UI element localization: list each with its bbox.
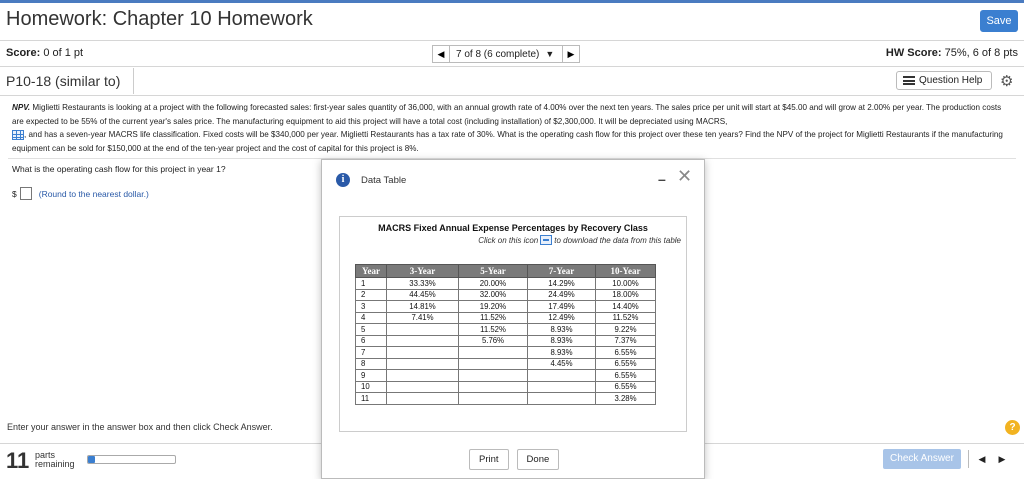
table-cell-value: 8.93%: [528, 324, 596, 336]
table-cell-value: [387, 335, 459, 347]
answer-input[interactable]: [20, 187, 32, 200]
question-select-text: 7 of 8 (6 complete): [456, 48, 540, 60]
table-cell-value: 14.81%: [387, 301, 459, 313]
table-cell-value: 14.29%: [528, 278, 596, 290]
score-value: 0 of 1 pt: [43, 47, 84, 59]
footer-previous-button[interactable]: ◀: [978, 453, 986, 464]
table-cell-value: [387, 370, 459, 382]
footer-next-button[interactable]: ▶: [998, 453, 1006, 464]
table-row: [356, 312, 656, 324]
question-pager: [432, 44, 580, 64]
table-row: [356, 335, 656, 347]
table-cell-value: [459, 358, 528, 370]
table-cell-year: 7: [356, 347, 387, 359]
parts-progress-bar: [87, 455, 176, 464]
chevron-down-icon: ▼: [545, 49, 555, 59]
instruction-text: Enter your answer in the answer box and then click Check Answer.: [7, 422, 273, 432]
problem-tag: NPV.: [12, 103, 31, 112]
table-cell-year: 8: [356, 358, 387, 370]
table-cell-value: 11.52%: [459, 312, 528, 324]
table-cell-value: 8.93%: [528, 335, 596, 347]
table-row: [356, 301, 656, 313]
table-cell-value: 7.37%: [596, 335, 656, 347]
table-cell-year: 11: [356, 393, 387, 405]
question-text: What is the operating cash flow for this project in year 1?: [12, 164, 226, 174]
macrs-table: [355, 264, 656, 405]
table-cell-year: 10: [356, 381, 387, 393]
macrs-table-container: [339, 216, 687, 432]
download-icon[interactable]: [540, 235, 552, 245]
close-icon[interactable]: ✕: [677, 166, 693, 186]
table-cell-year: 9: [356, 370, 387, 382]
parts-label-line2: remaining: [35, 459, 75, 469]
table-cell-value: 17.49%: [528, 301, 596, 313]
table-cell-value: 6.55%: [596, 347, 656, 359]
header-year: Year: [356, 265, 387, 278]
modal-title: Data Table: [361, 175, 407, 186]
table-cell-value: 18.00%: [596, 289, 656, 301]
problem-text-part1: Miglietti Restaurants is looking at a project with the following forecasted sales: first-year sales quantity of 36,000, with an annual growth rate of 4.00% over the next ten years. The sales price per unit will start at $45.00 and will grow at 2.00% per year. The production costs are expected to be 55% of the current year's sales price. The manufacturing equipment to aid this project will have a total cost (including installation) of $2,300,000. It will be depreciated using MACRS,: [12, 103, 1002, 126]
table-cell-value: 9.22%: [596, 324, 656, 336]
gear-icon[interactable]: ⚙: [1000, 73, 1014, 90]
table-cell-value: 8.93%: [528, 347, 596, 359]
divider: [968, 450, 969, 468]
divider: [0, 66, 1024, 67]
data-table-modal: [321, 159, 705, 479]
currency-symbol: $: [12, 188, 17, 199]
table-cell-value: [387, 347, 459, 359]
hw-score-label: HW Score:: [885, 47, 942, 59]
question-help-button[interactable]: [896, 71, 992, 90]
table-cell-value: 4.45%: [528, 358, 596, 370]
table-cell-value: 10.00%: [596, 278, 656, 290]
page-title: Homework: Chapter 10 Homework: [6, 8, 313, 30]
table-cell-value: [387, 393, 459, 405]
minimize-icon[interactable]: –: [658, 171, 666, 187]
hw-score: [886, 47, 1018, 59]
table-cell-value: 6.55%: [596, 370, 656, 382]
parts-remaining-label: [35, 451, 75, 469]
table-row: [356, 324, 656, 336]
question-help-label: Question Help: [919, 75, 983, 86]
table-row: [356, 358, 656, 370]
table-cell-value: 5.76%: [459, 335, 528, 347]
table-cell-value: [459, 347, 528, 359]
table-header-row: [356, 265, 656, 278]
parts-remaining-count: 11: [6, 448, 30, 473]
answer-row: [12, 187, 149, 200]
header-10-year: 10-Year: [596, 265, 656, 278]
question-select[interactable]: [450, 45, 562, 63]
table-cell-value: [528, 381, 596, 393]
table-row: [356, 278, 656, 290]
table-title: MACRS Fixed Annual Expense Percentages by Recovery Class: [378, 223, 648, 233]
table-cell-value: 24.49%: [528, 289, 596, 301]
table-row: [356, 347, 656, 359]
table-cell-value: 11.52%: [459, 324, 528, 336]
header-7-year: 7-Year: [528, 265, 596, 278]
table-cell-value: 6.55%: [596, 358, 656, 370]
table-cell-value: [459, 381, 528, 393]
table-cell-value: 3.28%: [596, 393, 656, 405]
hw-score-value: 75%, 6 of 8 pts: [944, 47, 1018, 59]
modal-actions: [469, 449, 559, 470]
info-icon: i: [336, 173, 350, 187]
table-cell-value: 14.40%: [596, 301, 656, 313]
help-icon[interactable]: ?: [1005, 420, 1020, 435]
table-cell-value: [387, 358, 459, 370]
divider: [0, 40, 1024, 41]
table-cell-value: 12.49%: [528, 312, 596, 324]
table-cell-value: 44.45%: [387, 289, 459, 301]
table-cell-value: [387, 324, 459, 336]
download-hint-before: Click on this icon: [478, 235, 539, 245]
table-row: [356, 393, 656, 405]
table-cell-year: 3: [356, 301, 387, 313]
header-5-year: 5-Year: [459, 265, 528, 278]
table-body: [356, 278, 656, 405]
divider: [0, 95, 1024, 96]
table-cell-value: [387, 381, 459, 393]
table-cell-value: [528, 393, 596, 405]
table-row: [356, 381, 656, 393]
table-cell-value: [459, 393, 528, 405]
table-cell-value: 6.55%: [596, 381, 656, 393]
score: [6, 47, 83, 59]
list-icon: [903, 76, 915, 85]
print-button[interactable]: Print: [469, 449, 509, 470]
check-answer-button[interactable]: Check Answer: [883, 449, 961, 469]
table-cell-value: [528, 370, 596, 382]
question-id: P10-18 (similar to): [0, 68, 134, 94]
table-cell-value: 7.41%: [387, 312, 459, 324]
table-cell-year: 6: [356, 335, 387, 347]
problem-statement: [12, 101, 1012, 155]
top-accent-bar: [0, 0, 1024, 3]
table-cell-value: [459, 370, 528, 382]
table-cell-value: 11.52%: [596, 312, 656, 324]
download-hint: [478, 235, 681, 245]
next-question-button[interactable]: ▶: [562, 45, 580, 63]
problem-text-part2: , and has a seven-year MACRS life classification. Fixed costs will be $340,000 per year. Miglietti Restaurants has a tax rate of 30%. What is the operating cash flow for this project over these ten years? Find the NPV of the project for Miglietti Restaurants if the manufacturing equipment can be sold for $150,000 at the end of the ten-year project and the cost of capital for this project is 8%.: [12, 130, 1003, 153]
table-cell-year: 4: [356, 312, 387, 324]
table-row: [356, 289, 656, 301]
table-cell-value: 33.33%: [387, 278, 459, 290]
table-row: [356, 370, 656, 382]
table-cell-value: 20.00%: [459, 278, 528, 290]
score-label: Score:: [6, 47, 41, 59]
parts-label-line1: parts: [35, 450, 56, 460]
table-cell-value: 32.00%: [459, 289, 528, 301]
previous-question-button[interactable]: ◀: [432, 45, 450, 63]
footer-nav: [968, 450, 1012, 468]
data-table-icon[interactable]: [12, 130, 24, 140]
parts-progress-fill: [88, 456, 95, 463]
table-cell-year: 5: [356, 324, 387, 336]
table-cell-year: 2: [356, 289, 387, 301]
save-button[interactable]: Save: [980, 10, 1018, 32]
header-3-year: 3-Year: [387, 265, 459, 278]
table-cell-year: 1: [356, 278, 387, 290]
rounding-hint: (Round to the nearest dollar.): [38, 188, 149, 199]
table-cell-value: 19.20%: [459, 301, 528, 313]
download-hint-after: to download the data from this table: [554, 235, 681, 245]
done-button[interactable]: Done: [517, 449, 560, 470]
